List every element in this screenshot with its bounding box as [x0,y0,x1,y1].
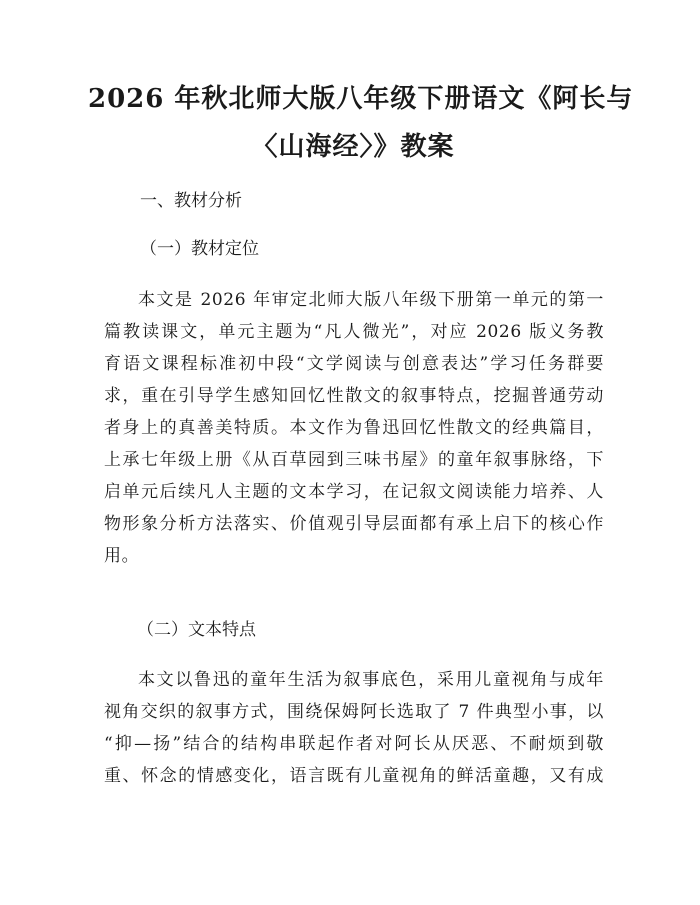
paragraph-line: 者身上的真善美特质。本文作为鲁迅回忆性散文的经典篇目， [104,418,604,438]
paragraph-line: “抑—扬”结合的结构串联起作者对阿长从厌恶、不耐烦到敬 [104,734,604,754]
subsection-heading-textbook-positioning: （一）教材定位 [140,239,259,259]
paragraph-line: 本文以鲁迅的童年生活为叙事底色，采用儿童视角与成年 [138,670,604,690]
section-heading-textbook-analysis: 一、教材分析 [140,191,242,211]
document-title-line-1: 2026 年秋北师大版八年级下册语文《阿长与 [88,84,634,114]
paragraph-line: 上承七年级上册《从百草园到三味书屋》的童年叙事脉络，下 [104,450,604,470]
paragraph-line: 求，重在引导学生感知回忆性散文的叙事特点，挖掘普通劳动 [104,386,604,406]
paragraph-text-features [104,664,604,792]
paragraph-line: 启单元后续凡人主题的文本学习，在记叙文阅读能力培养、人 [104,482,604,502]
paragraph-line: 用。 [104,546,140,566]
paragraph-line: 视角交织的叙事方式，围绕保姆阿长选取了 7 件典型小事，以 [104,702,604,722]
paragraph-line: 育语文课程标准初中段“文学阅读与创意表达”学习任务群要 [104,354,604,374]
paragraph-line: 本文是 2026 年审定北师大版八年级下册第一单元的第一 [138,290,604,310]
paragraph-line: 物形象分析方法落实、价值观引导层面都有承上启下的核心作 [104,514,604,534]
document-title-line-2: 〈山海经〉》教案 [251,132,455,162]
paragraph-line: 篇教读课文，单元主题为“凡人微光”，对应 2026 版义务教 [104,322,604,342]
paragraph-line: 重、怀念的情感变化，语言既有儿童视角的鲜活童趣，又有成 [104,766,604,786]
subsection-heading-text-features: （二）文本特点 [137,620,256,640]
paragraph-textbook-positioning [104,284,604,572]
